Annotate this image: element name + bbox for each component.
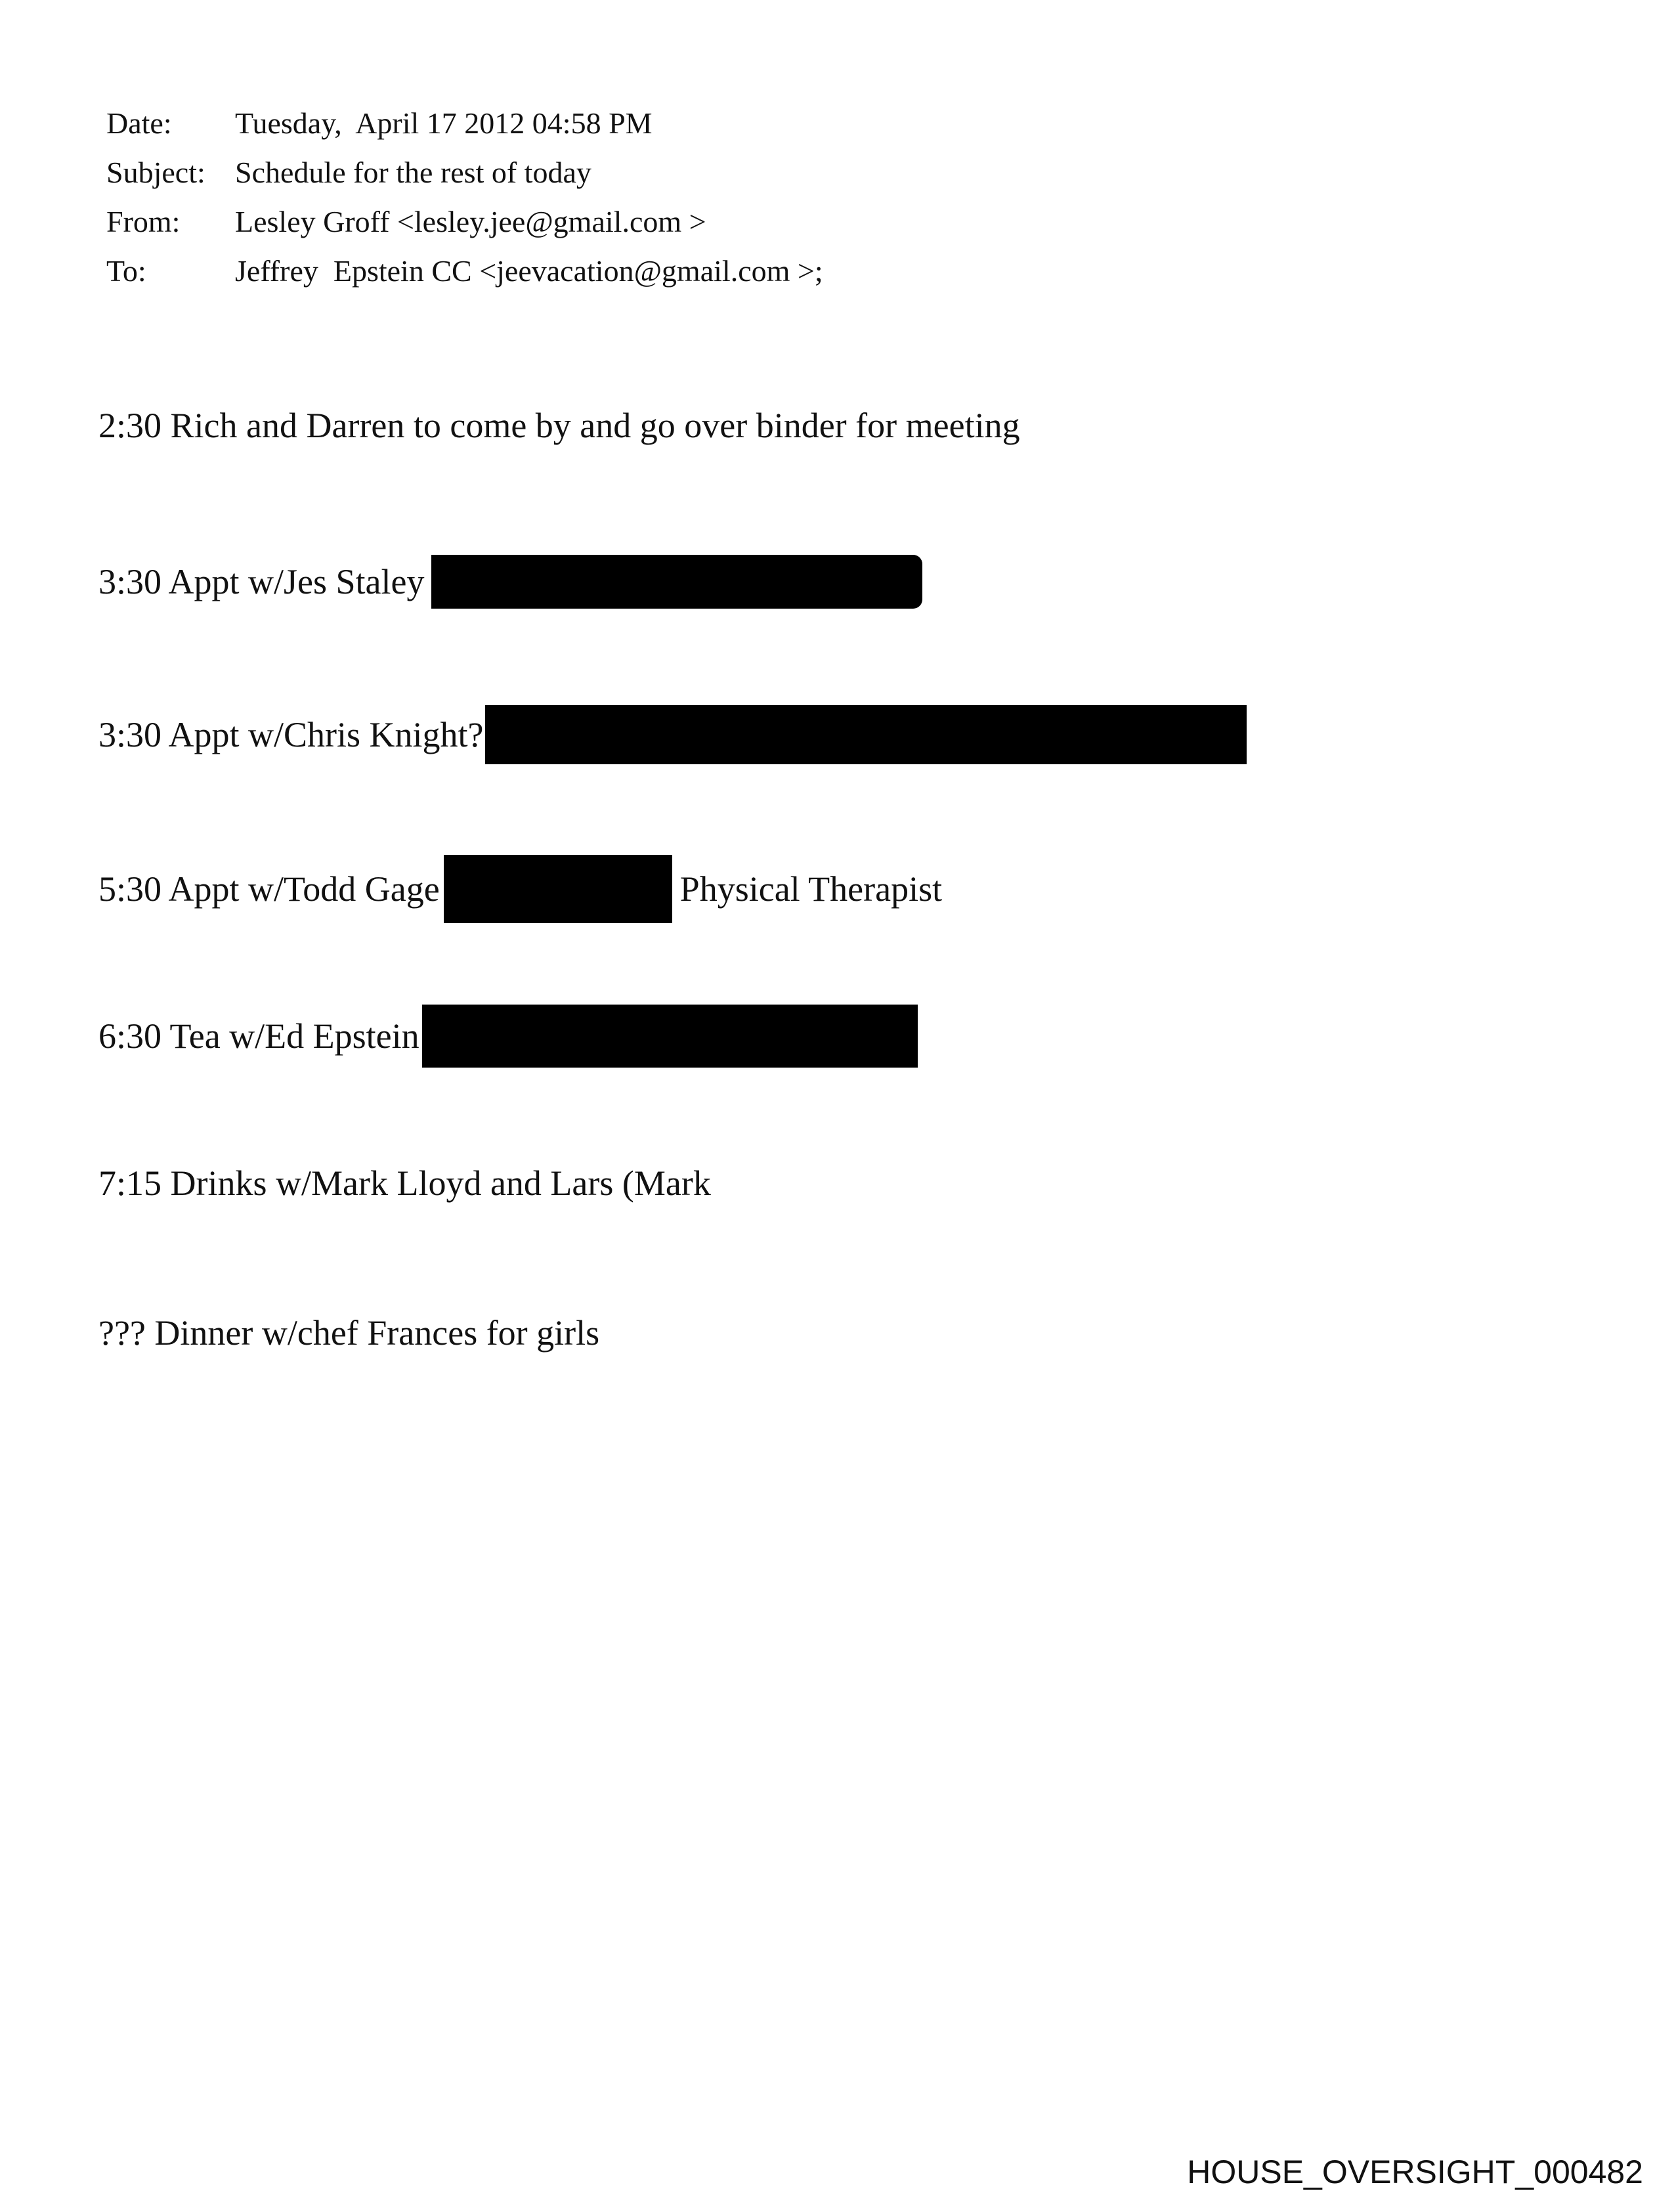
from-row (106, 197, 823, 246)
email-header (106, 98, 823, 295)
schedule-entry-mark-lloyd (98, 1162, 711, 1204)
schedule-entry-ed-epstein (98, 1005, 918, 1068)
schedule-entry-todd-gage (98, 855, 942, 923)
to-value: Jeffrey Epstein CC <jeevacation@gmail.com >; (235, 254, 823, 288)
date-value: Tuesday, April 17 2012 04:58 PM (235, 106, 653, 140)
schedule-entry-text: 6:30 Tea w/Ed Epstein (98, 1016, 419, 1056)
from-label: From: (106, 205, 181, 238)
redaction-block (422, 1005, 918, 1068)
schedule-entry-trailing-text: Physical Therapist (679, 869, 943, 909)
redaction-block (444, 855, 672, 923)
schedule-entry-text: 2:30 Rich and Darren to come by and go over binder for meeting (98, 406, 1020, 445)
date-row (106, 98, 823, 148)
schedule-entry-text: 3:30 Appt w/Chris Knight? (98, 715, 484, 754)
to-row (106, 246, 823, 295)
subject-row (106, 148, 823, 197)
redaction-block (485, 705, 1247, 764)
schedule-entry-rich-darren (98, 404, 1020, 446)
to-label: To: (106, 254, 146, 288)
schedule-entry-dinner (98, 1312, 599, 1354)
schedule-entry-text: ??? Dinner w/chef Frances for girls (98, 1313, 600, 1353)
bates-number: HOUSE_OVERSIGHT_000482 (1187, 2154, 1643, 2190)
subject-label: Subject: (106, 156, 205, 189)
schedule-entry-text: 7:15 Drinks w/Mark Lloyd and Lars (Mark (98, 1163, 711, 1203)
date-label: Date: (106, 106, 172, 140)
schedule-entry-jes-staley (98, 555, 922, 609)
schedule-entry-text: 3:30 Appt w/Jes Staley (98, 562, 425, 601)
from-value: Lesley Groff <lesley.jee@gmail.com > (235, 205, 706, 238)
subject-value: Schedule for the rest of today (235, 156, 591, 189)
redaction-block (431, 555, 922, 609)
schedule-entry-text: 5:30 Appt w/Todd Gage (98, 869, 440, 909)
schedule-entry-chris-knight (98, 705, 1247, 764)
